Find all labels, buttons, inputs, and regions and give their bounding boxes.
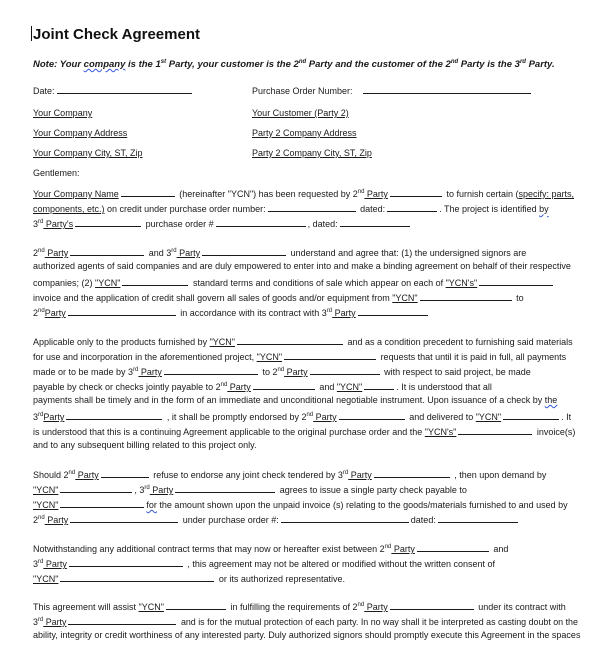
p4-line-2: "YCN" , 3rd Party agrees to issue a single party check payable to [33, 485, 467, 495]
p1-line-2: components, etc.) on credit under purchase order number: dated: . The project is identified by [33, 204, 549, 214]
your-customer-field[interactable]: Your Customer (Party 2) [252, 108, 349, 118]
note-line: Note: Your company is the 1st Party, your customer is the 2nd Party and the customer of the 2nd Party is the 3rd Party. [33, 58, 555, 70]
text-cursor [31, 26, 32, 41]
your-company-address-field[interactable]: Your Company Address [33, 128, 128, 138]
p2-line-1: 2nd Party and 3rd Party understand and agree that: (1) the undersigned signors are [33, 248, 527, 258]
p3-line-2: for use and incorporation in the aforementioned project, "YCN" requests that until it is paid in full, all payments [33, 352, 567, 362]
p3-line-5: payments shall be timely and in the form of an immediate and unconditional negotiable instrument. Upon issuance of a check by the [33, 395, 558, 405]
p3-line-7: is understood that this is a continuing Agreement applicable to the original purchase order and the "YCN's" invoice(s) [33, 427, 576, 437]
p4-line-3: "YCN" for the amount shown upon the unpaid invoice (s) relating to the goods/materials furnished to and used by [33, 500, 568, 510]
p2-line-2: authorized agents of said companies and are duly empowered to enter into and make a binding agreement on behalf of their respective [33, 261, 571, 271]
salutation: Gentlemen: [33, 168, 80, 178]
po-number-field[interactable]: Purchase Order Number: [252, 84, 533, 97]
p2-line-3: companies; (2) "YCN" standard terms and conditions of sale which appear on each of "YCN's" [33, 276, 555, 289]
your-company-city-field[interactable]: Your Company City, ST, Zip [33, 148, 143, 158]
p6-line-3: ability, integrity or credit worthiness of any interested party. Duly authorized signors should promptly execute this Agreement in the spaces [33, 630, 581, 640]
date-field[interactable]: Date: [33, 84, 194, 97]
p5-line-1: Notwithstanding any additional contract terms that may now or hereafter exist between 2nd Party and [33, 544, 509, 554]
p1-line-1: Your Company Name (hereinafter "YCN") has been requested by 2nd Party to furnish certain (specify: parts, [33, 189, 575, 199]
p4-line-1: Should 2nd Party refuse to endorse any joint check tendered by 3rd Party , then upon demand by [33, 470, 547, 480]
party2-city-field[interactable]: Party 2 Company City, ST, Zip [252, 148, 372, 158]
document-title: Joint Check Agreement [33, 26, 200, 43]
p3-line-8: and to any subsequent billing related to this project only. [33, 440, 257, 450]
p2-line-5: 2ndParty in accordance with its contract with 3rd Party [33, 306, 430, 319]
p1-line-3: 3rd Party's purchase order # , dated: [33, 217, 412, 230]
your-company-field[interactable]: Your Company [33, 108, 93, 118]
p6-line-2: 3rd Party and is for the mutual protection of each party. In no way shall it be interpreted as casting doubt on the [33, 617, 578, 627]
p3-line-1: Applicable only to the products furnished by "YCN" and as a condition precedent to furnishing said materials [33, 337, 573, 347]
p5-line-3: "YCN" or its authorized representative. [33, 574, 345, 584]
p3-line-4: payable by check or checks jointly payable to 2nd Party and "YCN" . It is understood that all [33, 382, 492, 392]
p3-line-6: 3rdParty , it shall be promptly endorsed by 2nd Party and delivered to "YCN" . It [33, 412, 572, 422]
p2-line-4: invoice and the application of credit shall govern all sales of goods and/or equipment from "YCN" to [33, 293, 524, 303]
p6-line-1: This agreement will assist "YCN" in fulfilling the requirements of 2nd Party under its contract with [33, 602, 566, 612]
party2-address-field[interactable]: Party 2 Company Address [252, 128, 357, 138]
p5-line-2: 3rd Party , this agreement may not be altered or modified without the written consent of [33, 559, 496, 569]
p3-line-3: made or to be made by 3rd Party to 2nd Party with respect to said project, be made [33, 367, 531, 377]
p4-line-4: 2nd Party under purchase order #: dated: [33, 513, 520, 526]
